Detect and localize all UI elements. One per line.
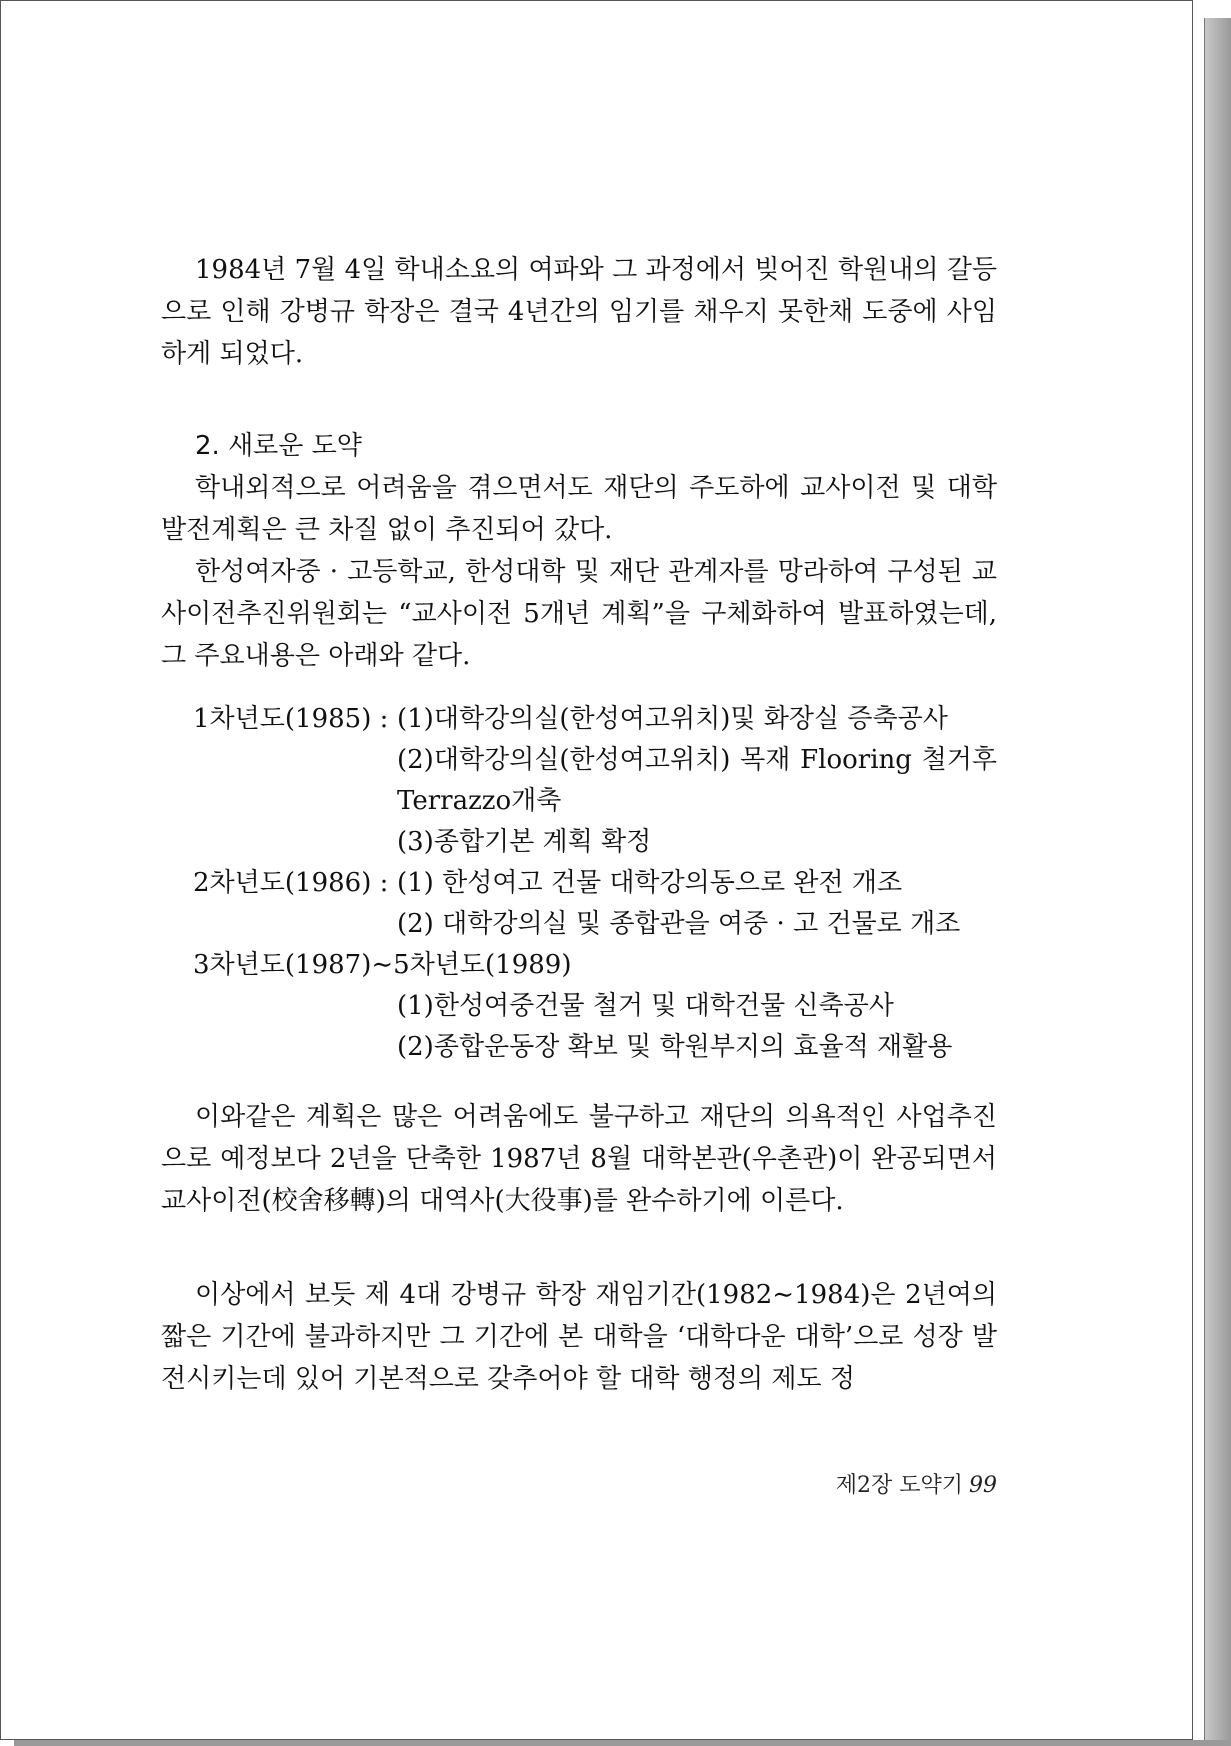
plan-item: (2)대학강의실(한성여고위치) 목재 Flooring 철거후 Terrazzo개축 [397, 745, 997, 816]
chapter-title: 제2장 도약기 [835, 1473, 963, 1498]
plan-item: (1)한성여중건물 철거 및 대학건물 신축공사 [397, 991, 894, 1021]
page-content [161, 249, 997, 1400]
paragraph-relocation-plan: 학내외적으로 어려움을 겪으면서도 재단의 주도하에 교사이전 및 대학발전계획은 큰 차질 없이 추진되어 갔다. [161, 473, 997, 545]
plan-item: (2)종합운동장 확보 및 학원부지의 효율적 재활용 [397, 1032, 953, 1062]
plan-item: (2) 대학강의실 및 종합관을 여중 · 고 건물로 개조 [397, 909, 961, 939]
plan-year-1-items [397, 699, 997, 863]
five-year-plan-list [161, 699, 997, 1068]
plan-year-3-5-label: 3차년도(1987)∼5차년도(1989) [193, 950, 572, 980]
page-stack-shadow [1204, 18, 1231, 1746]
plan-year-1 [161, 699, 997, 863]
paragraph-summary: 이상에서 보듯 제 4대 강병규 학장 재임기간(1982∼1984)은 2년여의 짧은 기간에 불과하지만 그 기간에 본 대학을 ‘대학다운 대학’으로 성장 발전시키는데 있어 기본적으로 갖추어야 할 대학 행정의 제도 정 [161, 1280, 997, 1394]
page-footer [701, 1468, 997, 1499]
section-heading: 2. 새로운 도약 [195, 431, 362, 461]
plan-item: (1) 한성여고 건물 대학강의동으로 완전 개조 [397, 868, 903, 898]
plan-item: (1)대학강의실(한성여고위치)및 화장실 증축공사 [397, 704, 948, 734]
paragraph-resignation: 1984년 7월 4일 학내소요의 여파와 그 과정에서 빚어진 학원내의 갈등으로 인해 강병규 학장은 결국 4년간의 임기를 채우지 못한채 도중에 사임하게 되었다. [161, 255, 997, 369]
plan-year-2-items [397, 863, 997, 945]
plan-item: (3)종합기본 계획 확정 [397, 827, 652, 857]
paragraph-committee: 한성여자중 · 고등학교, 한성대학 및 재단 관계자를 망라하여 구성된 교사이전추진위원회는 “교사이전 5개년 계획”을 구체화하여 발표하였는데, 그 주요내용은 아래와 같다. [161, 557, 997, 671]
plan-year-2 [161, 863, 997, 945]
page-stack-shadow-bottom [14, 1740, 1231, 1746]
page-number: 99 [969, 1473, 997, 1498]
plan-year-2-label: 2차년도(1986) : [193, 868, 389, 898]
plan-year-1-label: 1차년도(1985) : [193, 704, 389, 734]
paragraph-completion: 이와같은 계획은 많은 어려움에도 불구하고 재단의 의욕적인 사업추진으로 예정보다 2년을 단축한 1987년 8월 대학본관(우촌관)이 완공되면서 교사이전(校舍移轉)의 대역사(大役事)를 완수하기에 이른다. [161, 1102, 997, 1216]
